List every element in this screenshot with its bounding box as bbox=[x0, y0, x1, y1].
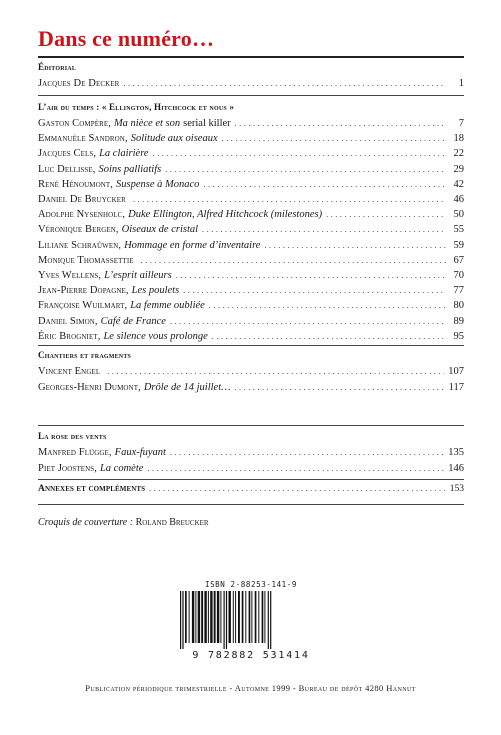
toc-title: Drôle de 14 juillet… bbox=[143, 381, 231, 393]
toc-entry[interactable] bbox=[38, 316, 464, 330]
barcode-bar bbox=[220, 591, 221, 643]
toc-leader bbox=[234, 382, 444, 393]
section-heading-editorial: Éditorial bbox=[38, 62, 77, 72]
toc-author: Emmanuèle Sandron, bbox=[38, 133, 128, 145]
toc-leader bbox=[264, 240, 446, 251]
toc-title: Café de France bbox=[100, 315, 166, 327]
toc-author: Manfred Flügge, bbox=[38, 447, 112, 458]
toc-title: Suspense à Monaco bbox=[116, 178, 200, 190]
barcode-bar bbox=[214, 591, 216, 643]
toc-title: Duke Ellington, Alfred Hitchcock (milestones) bbox=[128, 209, 323, 221]
toc-author: Luc Dellisse, bbox=[38, 163, 96, 175]
toc-entry[interactable] bbox=[38, 224, 464, 238]
toc-page: 29 bbox=[453, 163, 464, 175]
toc-entry[interactable] bbox=[38, 382, 464, 396]
barcode-bar bbox=[189, 591, 190, 643]
barcode-bar bbox=[185, 591, 187, 643]
toc-author: Jacques Cels, bbox=[38, 148, 97, 160]
toc-title: La comète bbox=[99, 462, 144, 474]
barcode-bar bbox=[201, 591, 203, 643]
section-divider bbox=[38, 95, 464, 96]
barcode-bar bbox=[242, 591, 244, 643]
toc-title: L’esprit ailleurs bbox=[104, 270, 172, 281]
barcode-bar bbox=[258, 591, 259, 643]
toc-author: Daniel De Bruycker bbox=[38, 194, 126, 205]
barcode-bar bbox=[192, 591, 194, 643]
toc-title: Les poulets bbox=[131, 285, 180, 297]
toc-entry[interactable] bbox=[38, 255, 464, 269]
barcode-bar bbox=[238, 591, 240, 643]
toc-leader bbox=[149, 484, 446, 494]
toc-page: 22 bbox=[453, 148, 464, 160]
toc-page: 135 bbox=[448, 447, 464, 458]
toc-entry[interactable] bbox=[38, 285, 464, 299]
barcode-bar bbox=[210, 591, 212, 643]
barcode-bar bbox=[264, 591, 265, 643]
toc-page: 80 bbox=[453, 300, 464, 312]
section-divider bbox=[38, 504, 464, 505]
toc-page: 59 bbox=[453, 239, 464, 251]
toc-entry[interactable] bbox=[38, 133, 464, 147]
toc-entry[interactable] bbox=[38, 148, 464, 162]
toc-page: 117 bbox=[448, 381, 464, 393]
toc-author: Georges-Henri Dumont, bbox=[38, 381, 141, 393]
toc-page: 107 bbox=[448, 366, 464, 377]
toc-page: 7 bbox=[458, 118, 464, 129]
footer-publication-info: Publication périodique trimestrielle - Automne 1999 - Bureau de dépôt 4280 Hannut bbox=[85, 683, 416, 693]
toc-title: La clairière bbox=[99, 148, 149, 160]
toc-leader bbox=[147, 463, 444, 474]
toc-author: Liliane Schraûwen, bbox=[38, 239, 122, 251]
toc-entry[interactable] bbox=[38, 300, 464, 314]
toc-title: Solitude aux oiseaux bbox=[130, 133, 218, 145]
cover-credit-prefix: Croquis de couverture : bbox=[38, 517, 134, 528]
toc-author: Vincent Engel bbox=[38, 366, 101, 377]
toc-entry[interactable] bbox=[38, 270, 464, 284]
toc-entry[interactable] bbox=[38, 194, 464, 208]
barcode-bar bbox=[208, 591, 209, 643]
toc-leader bbox=[176, 270, 446, 281]
barcode-bar bbox=[251, 591, 252, 643]
toc-page: 46 bbox=[453, 194, 464, 205]
toc-leader bbox=[183, 285, 446, 296]
toc-leader bbox=[202, 224, 446, 235]
cover-credit-name: Roland Breucker bbox=[135, 517, 209, 528]
barcode-bar bbox=[182, 591, 183, 649]
toc-entry[interactable] bbox=[38, 179, 464, 193]
toc-leader bbox=[107, 366, 444, 377]
toc-title: Ma nièce et son bbox=[113, 118, 181, 129]
barcode-bar bbox=[217, 591, 219, 643]
section-heading-air-du-temps: L’air du temps : « Ellington, Hitchcock et nous » bbox=[38, 102, 235, 112]
cover-credit bbox=[38, 517, 209, 528]
isbn-text: ISBN 2-88253-141-9 bbox=[204, 580, 298, 589]
barcode-bar bbox=[180, 591, 181, 649]
toc-leader bbox=[133, 194, 446, 205]
barcode-bar bbox=[270, 591, 271, 649]
toc-page: 70 bbox=[453, 270, 464, 281]
annexes-label: Annexes et compléments bbox=[38, 484, 146, 494]
toc-entry[interactable] bbox=[38, 118, 464, 132]
toc-page: 67 bbox=[453, 254, 464, 266]
toc-entry[interactable] bbox=[38, 366, 464, 380]
barcode-bar bbox=[224, 591, 225, 649]
toc-leader bbox=[209, 300, 446, 311]
toc-entry-annexes[interactable] bbox=[38, 484, 464, 498]
toc-entry[interactable] bbox=[38, 164, 464, 178]
toc-author: Gaston Compère, bbox=[38, 118, 111, 129]
barcode-bar bbox=[233, 591, 234, 643]
toc-title: Le silence vous prolonge bbox=[103, 330, 208, 342]
toc-author: Daniel Simon, bbox=[38, 315, 98, 327]
toc-author: René Hénoumont, bbox=[38, 178, 113, 190]
toc-page: 50 bbox=[453, 209, 464, 221]
toc-title: La femme oubliée bbox=[130, 300, 205, 312]
toc-leader bbox=[170, 316, 446, 327]
page-title: Dans ce numéro… bbox=[38, 26, 215, 51]
toc-leader bbox=[141, 255, 446, 266]
section-divider bbox=[38, 425, 464, 426]
barcode-bar bbox=[226, 591, 227, 649]
barcode-bar bbox=[235, 591, 236, 643]
toc-author: Piet Joostens, bbox=[38, 462, 97, 474]
toc-page: 146 bbox=[448, 462, 464, 474]
barcode-bar bbox=[229, 591, 231, 643]
barcode-bar bbox=[245, 591, 246, 643]
barcode-bar bbox=[195, 591, 196, 643]
barcode-bar bbox=[198, 591, 200, 643]
toc-author: Jacques De Decker bbox=[38, 78, 120, 89]
toc-author: Monique Thomassettie bbox=[38, 254, 134, 266]
section-divider bbox=[38, 479, 464, 480]
section-heading-chantiers: Chantiers et fragments bbox=[38, 350, 132, 360]
toc-author: Éric Brogniet, bbox=[38, 330, 101, 342]
toc-title: Faux-fuyant bbox=[114, 447, 166, 458]
toc-title: Oiseaux de cristal bbox=[121, 224, 199, 236]
toc-page: 55 bbox=[453, 224, 464, 236]
isbn-barcode bbox=[176, 580, 326, 661]
toc-author: Adolphe Nysenholc, bbox=[38, 209, 126, 221]
barcode-bar bbox=[262, 591, 264, 643]
toc-leader bbox=[203, 179, 446, 190]
toc-page: 89 bbox=[453, 315, 464, 327]
toc-leader bbox=[123, 78, 446, 89]
toc-page: 95 bbox=[453, 330, 464, 342]
toc-author: Yves Wellens, bbox=[38, 270, 102, 281]
barcode-bar bbox=[249, 591, 251, 643]
toc-page: 77 bbox=[453, 285, 464, 297]
toc-leader bbox=[235, 118, 446, 129]
toc-leader bbox=[222, 133, 446, 144]
toc-page: 153 bbox=[449, 484, 464, 494]
toc-entry[interactable] bbox=[38, 209, 464, 223]
toc-leader bbox=[212, 331, 446, 342]
section-divider bbox=[38, 345, 464, 346]
toc-author: Jean-Pierre Dopagne, bbox=[38, 285, 129, 297]
toc-page: 18 bbox=[453, 133, 464, 145]
section-heading-rose-des-vents: La rose des vents bbox=[38, 431, 107, 441]
ean-digits: 9 782882 531414 bbox=[192, 650, 310, 661]
toc-title: Hommage en forme d’inventaire bbox=[124, 239, 261, 251]
toc-entry[interactable] bbox=[38, 463, 464, 477]
toc-entry[interactable] bbox=[38, 447, 464, 461]
toc-leader bbox=[153, 148, 446, 159]
barcode-bar bbox=[204, 591, 206, 643]
barcode-bar bbox=[268, 591, 269, 649]
toc-entry[interactable] bbox=[38, 78, 464, 92]
toc-leader bbox=[170, 447, 444, 458]
title-rule bbox=[38, 56, 464, 58]
toc-title-suffix: serial killer bbox=[183, 118, 231, 129]
toc-leader bbox=[165, 164, 446, 175]
toc-entry[interactable] bbox=[38, 331, 464, 345]
toc-entry[interactable] bbox=[38, 240, 464, 254]
toc-page: 42 bbox=[453, 178, 464, 190]
toc-author: Françoise Wuilmart, bbox=[38, 300, 128, 312]
toc-author: Véronique Bergen, bbox=[38, 224, 119, 236]
barcode-bars bbox=[176, 591, 326, 649]
toc-leader bbox=[326, 209, 446, 220]
barcode-bar bbox=[255, 591, 257, 643]
toc-title: Soins palliatifs bbox=[98, 163, 162, 175]
toc-page: 1 bbox=[458, 78, 464, 89]
